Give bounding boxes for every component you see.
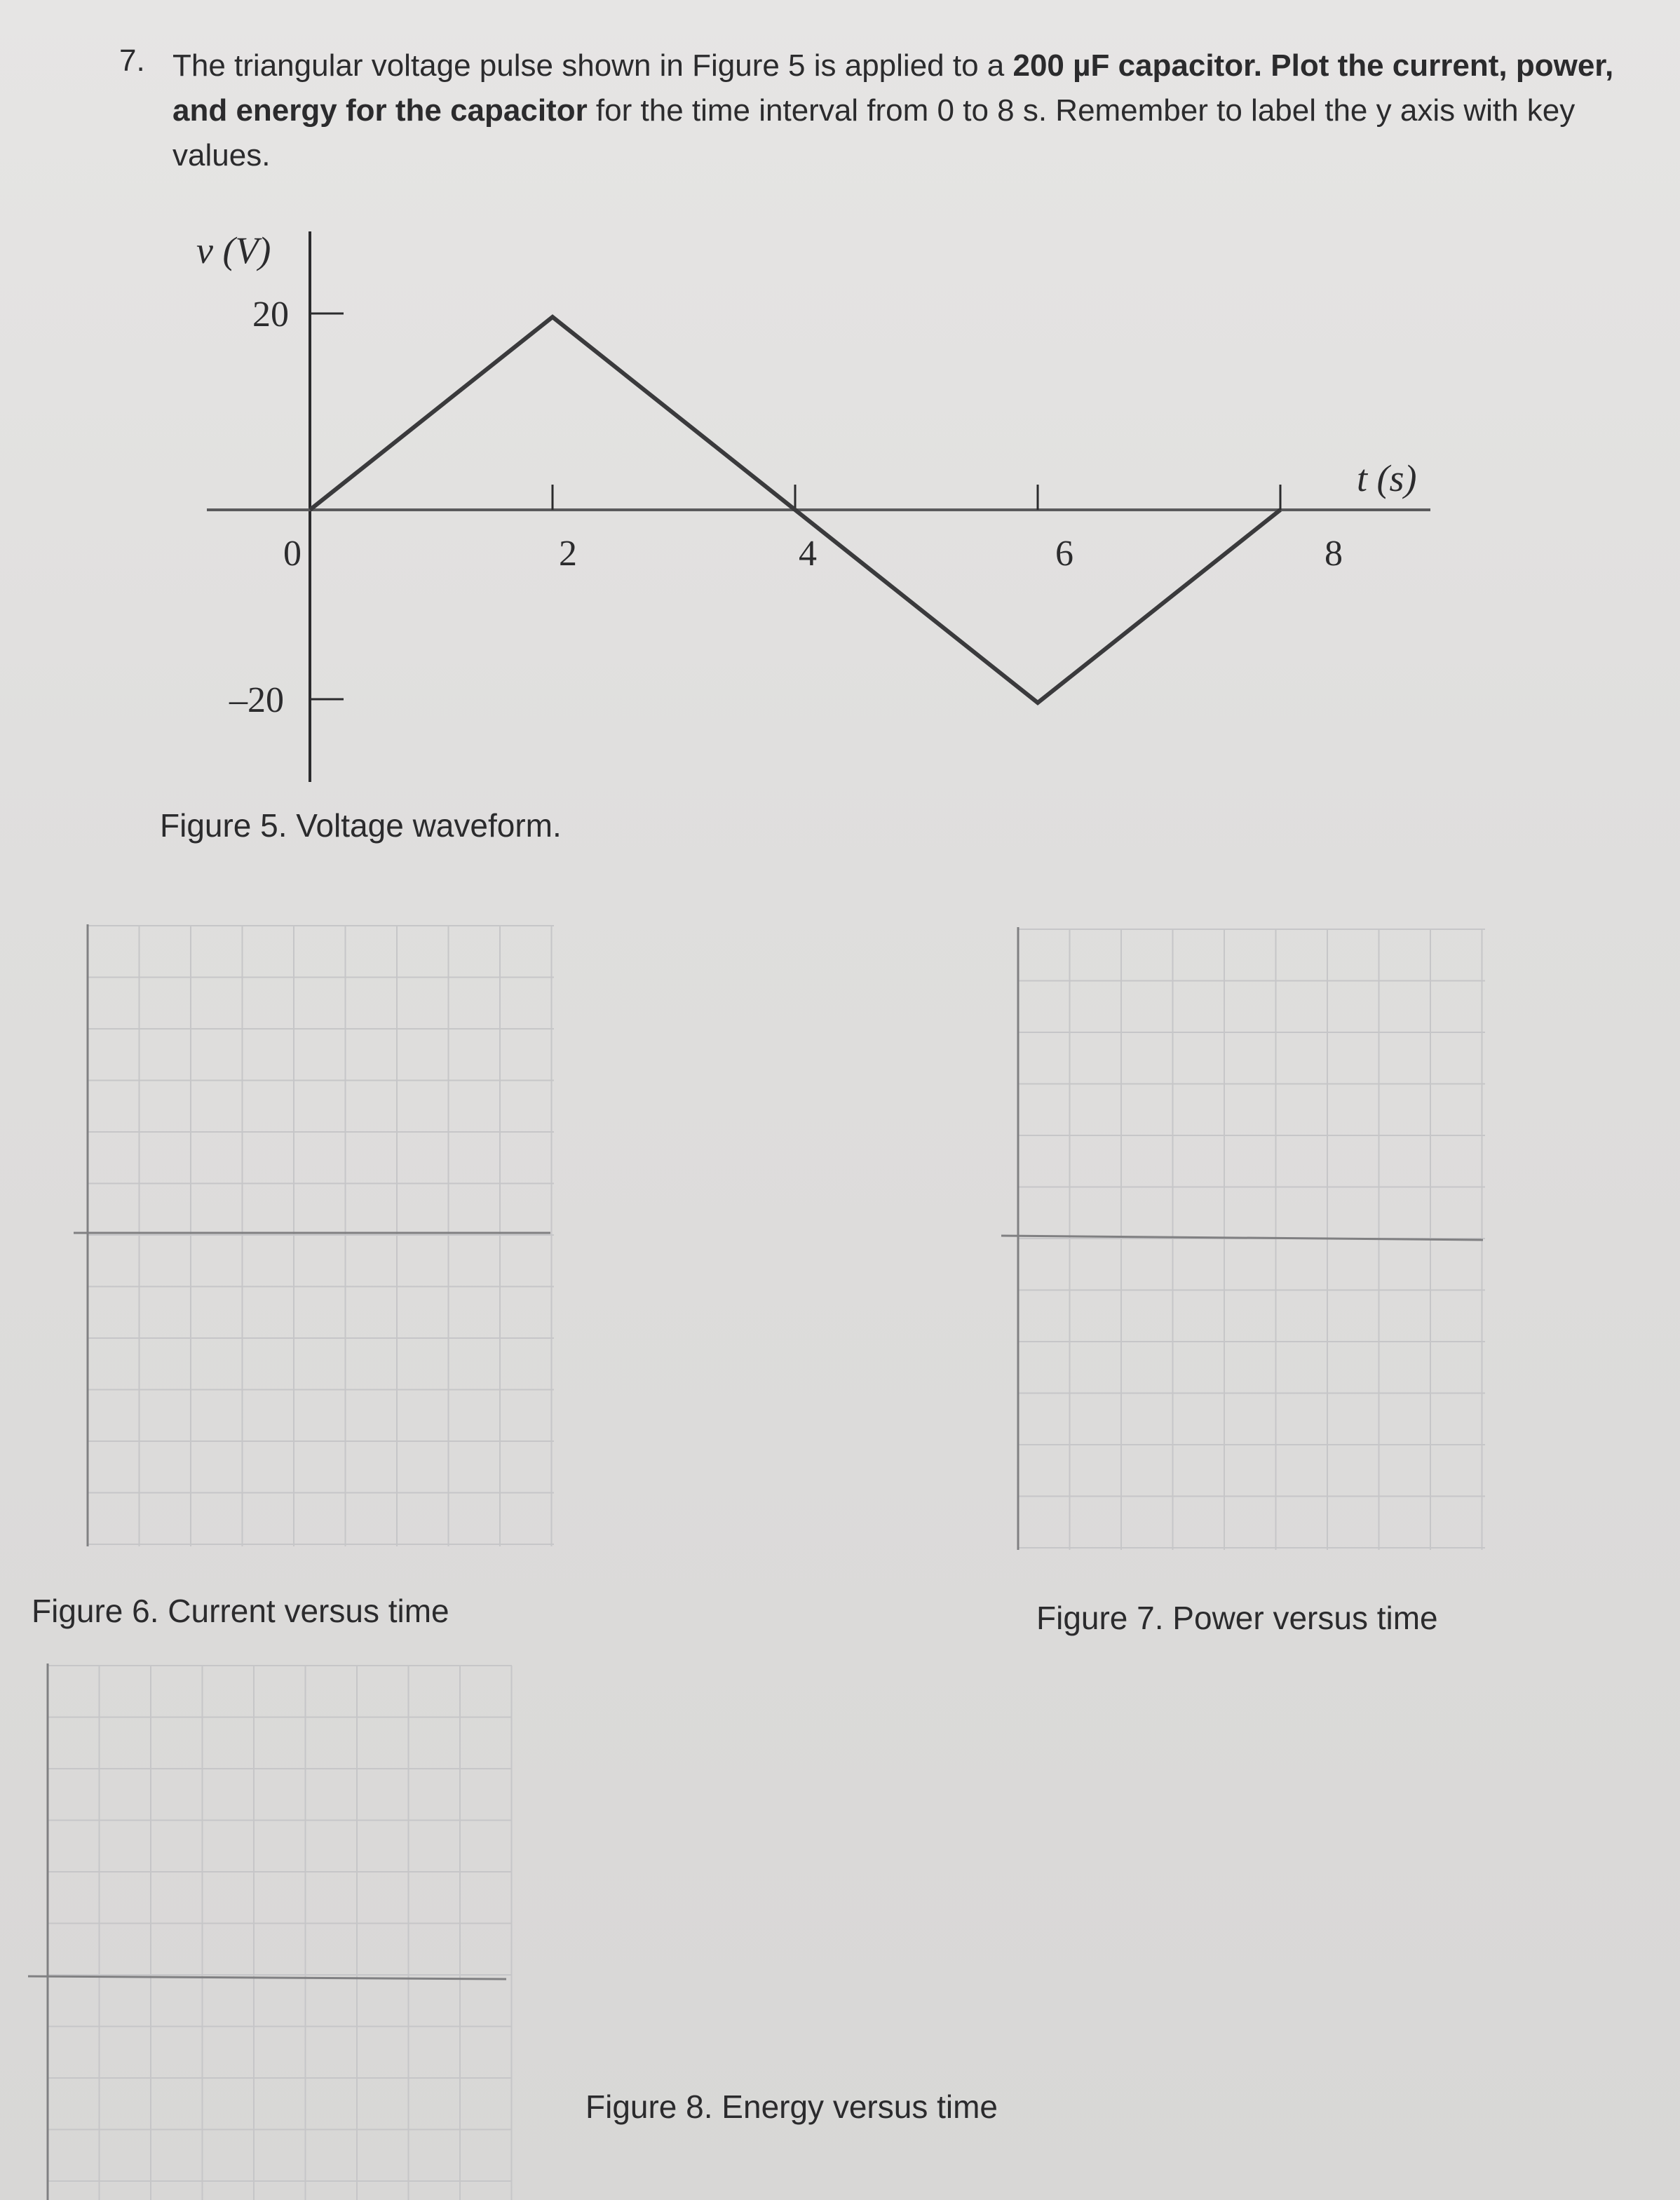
y-tick-label-20: 20 — [252, 295, 289, 335]
current-grid — [74, 924, 554, 1546]
y-tick-label-neg20: –20 — [229, 680, 284, 720]
figure5-caption: Figure 5. Voltage waveform. — [160, 807, 562, 844]
power-grid — [1001, 927, 1485, 1550]
question-text-part-1: The triangular voltage pulse shown in Figure 5 is applied to a — [172, 48, 1013, 83]
figure8-caption: Figure 8. Energy versus time — [585, 2088, 998, 2125]
voltage-waveform-chart — [196, 229, 1430, 782]
x-tick-label-2: 2 — [559, 534, 577, 574]
x-tick-label-6: 6 — [1055, 534, 1073, 574]
y-tick-label-0: 0 — [283, 534, 302, 574]
figure7-caption: Figure 7. Power versus time — [1036, 1600, 1438, 1636]
capacitor-value: 200 µF capacitor. — [1012, 48, 1263, 83]
x-axis-label: t (s) — [1357, 457, 1417, 499]
y-axis-label: v (V) — [196, 229, 271, 271]
question-number: 7. — [119, 43, 145, 78]
x-tick-label-4: 4 — [799, 534, 817, 574]
x-tick-label-8: 8 — [1325, 534, 1343, 574]
question-text-part-3: for the time interval from 0 to 8 s. Remember to label the y axis with key values. — [172, 93, 1576, 173]
figure6-caption: Figure 6. Current versus time — [32, 1593, 449, 1629]
task-instruction: Plot the current, power, and energy for the capacitor — [172, 48, 1614, 128]
energy-grid — [28, 1664, 512, 2200]
